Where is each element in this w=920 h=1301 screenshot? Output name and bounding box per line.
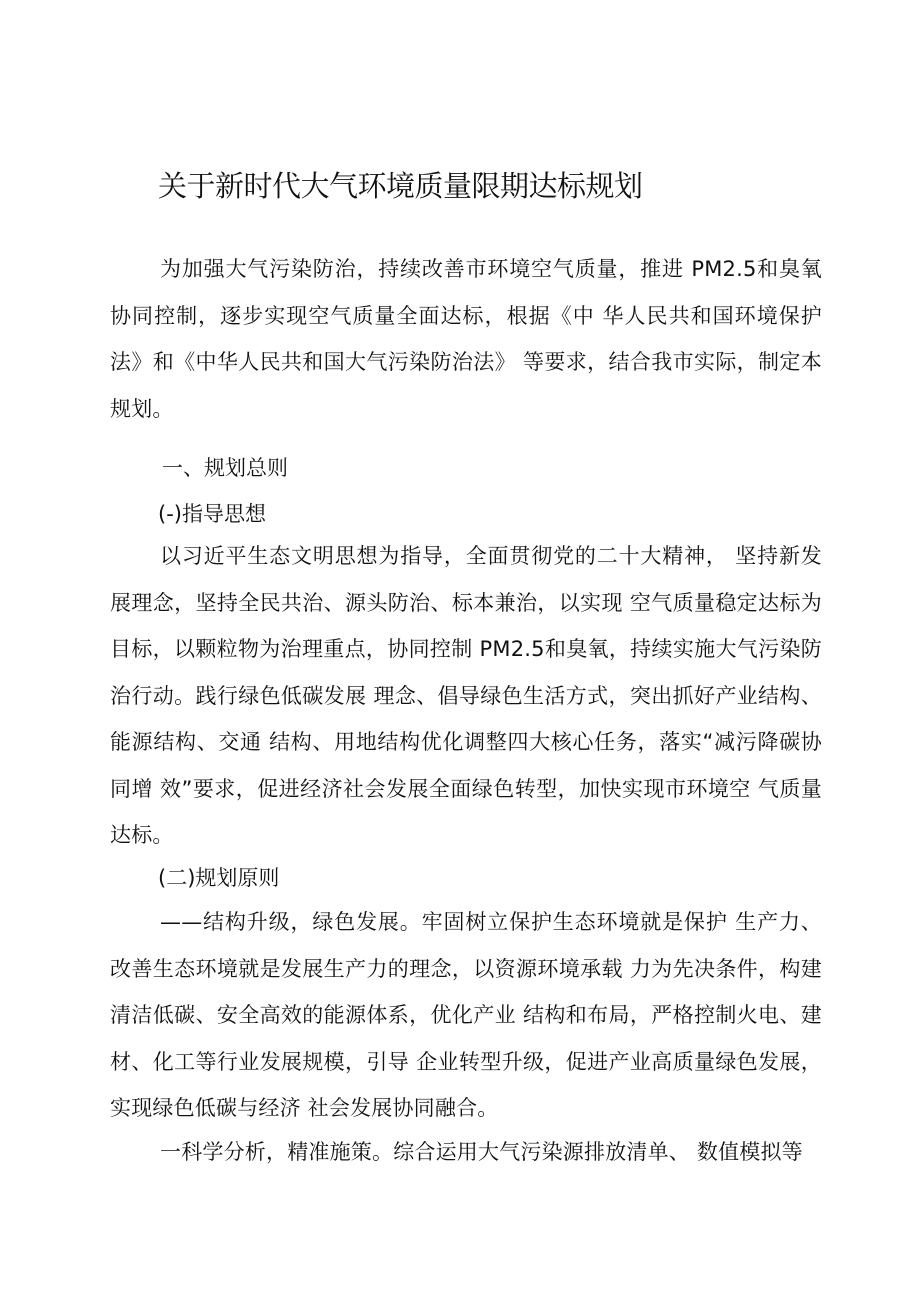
guiding-ideology-paragraph: 以习近平生态文明思想为指导，全面贯彻党的二十大精神， 坚持新发展理念，坚持全民共治、源头防治、标本兼治，以实现 空气质量稳定达标为目标，以颗粒物为治理重点，协同控制 PM2.5和臭氧，持续实施大气污染防治行动。践行绿色低碳发展 理念、倡导绿色生活方式，突出抓好产业结构、能源结构、交通 结构、用地结构优化调整四大核心任务，落实“减污降碳协同增 效”要求，促进经济社会发展全面绿色转型，加快实现市环境空 气质量达标。 bbox=[110, 544, 822, 847]
subsection-heading-principles: (二)规划原则 bbox=[158, 866, 280, 890]
principle-scientific-analysis: 一科学分析，精准施策。综合运用大气污染源排放清单、 数值模拟等 bbox=[160, 1140, 803, 1164]
intro-paragraph: 为加强大气污染防治，持续改善市环境空气质量，推进 PM2.5和臭氧协同控制，逐步实现空气质量全面达标，根据《中 华人民共和国环境保护法》和《中华人民共和国大气污染防治法》 等要求，结合我市实际，制定本规划。 bbox=[110, 257, 822, 421]
principle-structure-upgrade: ——结构升级，绿色发展。牢固树立保护生态环境就是保护 生产力、改善生态环境就是发展生产力的理念，以资源环境承载 力为先决条件，构建清洁低碳、安全高效的能源体系，优化产业 结构和布局，严格控制火电、建材、化工等行业发展规模，引导 企业转型升级，促进产业高质量绿色发展，实现绿色低碳与经济 社会发展协同融合。 bbox=[110, 910, 822, 1120]
subsection-heading-guiding-ideology: (-)指导思想 bbox=[158, 502, 266, 526]
document-title: 关于新时代大气环境质量限期达标规划 bbox=[158, 169, 643, 203]
section-heading-general: 一、规划总则 bbox=[162, 456, 288, 480]
